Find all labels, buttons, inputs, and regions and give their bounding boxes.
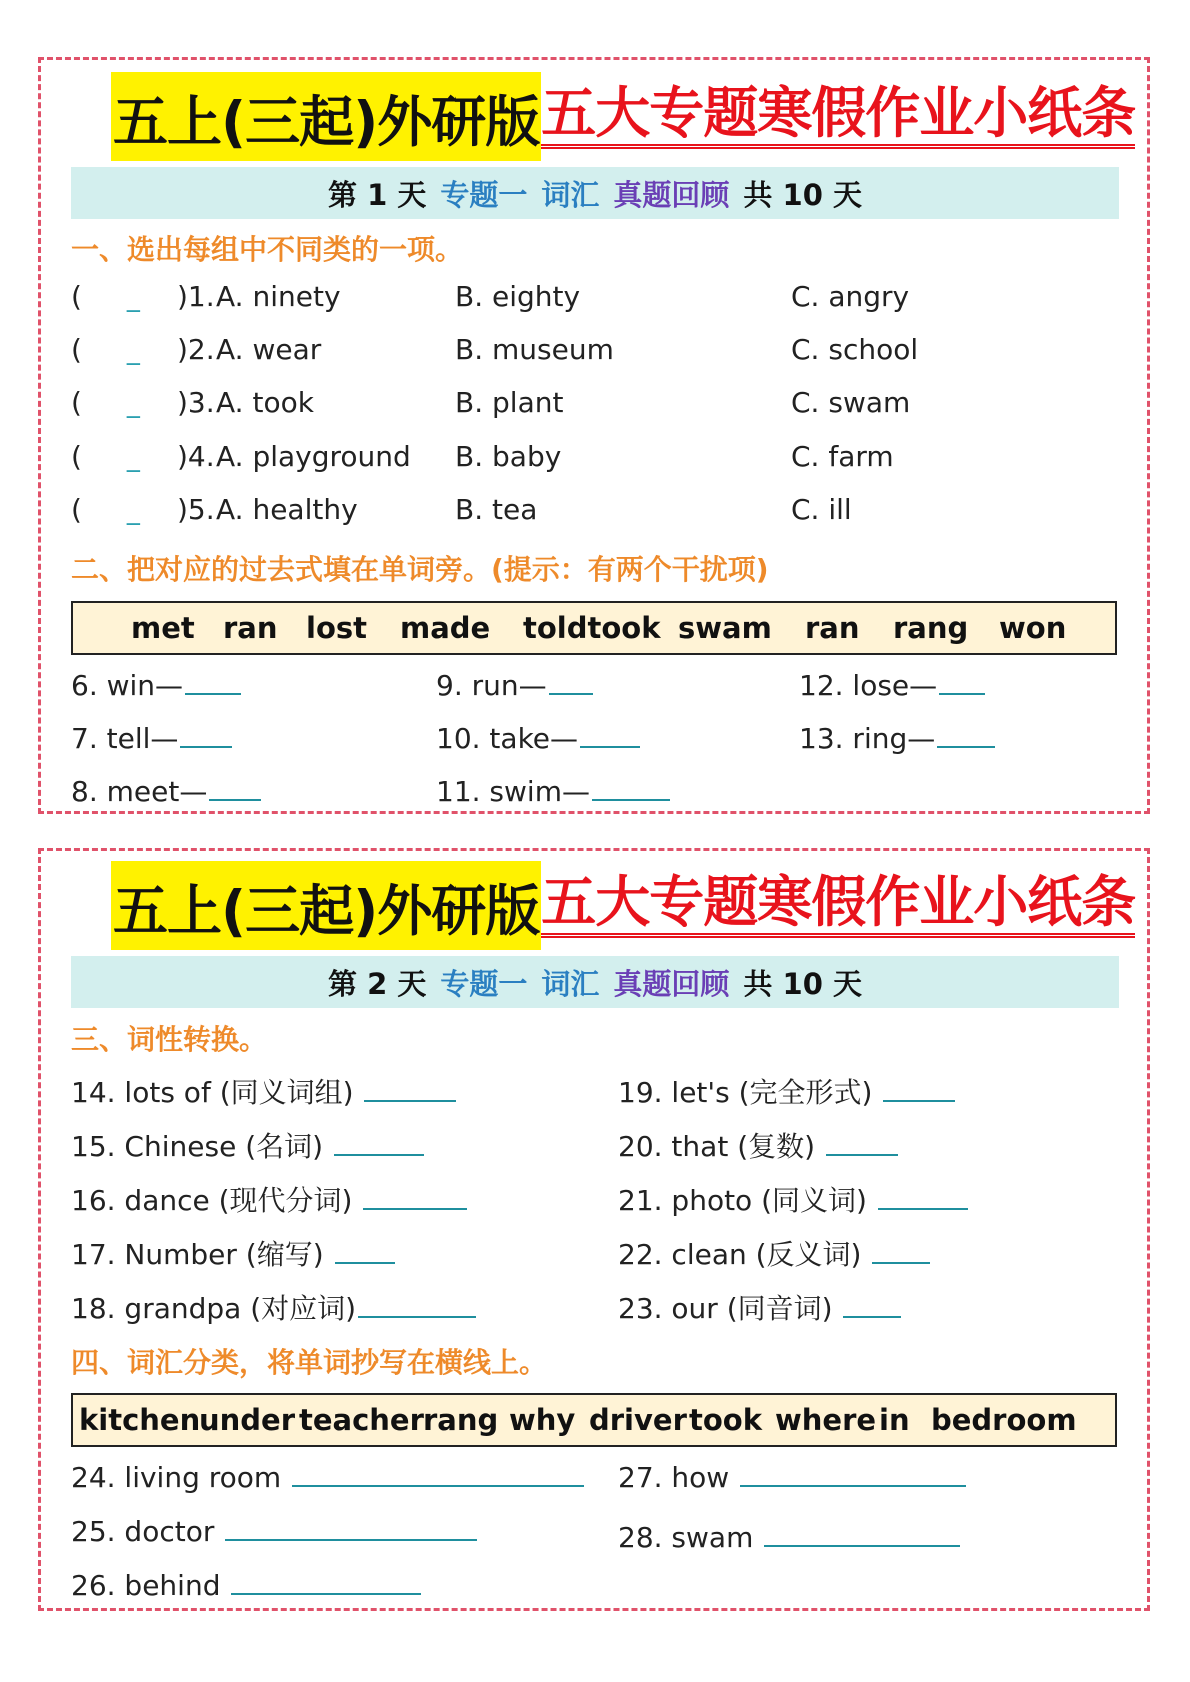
answer-blank[interactable] [826,1126,898,1156]
word-bank-item: swam [678,611,772,645]
fill-item-label: 24. living room [71,1461,282,1494]
fill-item-label: 13. ring— [799,722,936,755]
option-c: C. ill [791,493,852,526]
answer-blank[interactable] [292,1457,584,1487]
answer-blank[interactable] [363,1180,467,1210]
question-number: )5. [177,493,215,526]
word-bank-item: bedroom [931,1403,1077,1437]
fill-item [71,1125,424,1165]
topic-label: 专题一 [440,177,528,212]
fill-item-label: 10. take— [436,722,579,755]
fill-item [618,1287,901,1327]
word-bank-item: under [199,1403,296,1437]
section3-heading: 三、词性转换。 [71,1023,268,1056]
day-band [71,956,1119,1008]
fill-item-label: 28. swam [618,1521,754,1554]
worksheet-title [111,72,1135,160]
word-bank-item: lost [306,611,367,645]
fill-item-label: 27. how [618,1461,730,1494]
answer-blank[interactable] [185,665,241,695]
fill-item [618,1071,955,1111]
option-b: B. tea [455,493,538,526]
fill-item-label: 20. that (复数) [618,1130,816,1163]
answer-blank[interactable] [740,1457,966,1487]
answer-blank[interactable] [872,1234,930,1264]
answer-blank[interactable] [180,718,232,748]
answer-paren: ( _ [71,386,140,419]
fill-item [71,1565,421,1602]
worksheet-card-day2 [38,848,1150,1611]
fill-item-label: 12. lose— [799,669,938,702]
fill-item-label: 22. clean (反义词) [618,1238,862,1271]
fill-item-label: 6. win— [71,669,184,702]
worksheet-title [111,861,1135,949]
fill-item [618,1179,968,1219]
fill-item-label: 23. our (同音词) [618,1292,833,1325]
word-bank-item: driver [589,1403,687,1437]
fill-item [799,665,985,702]
fill-item-label: 15. Chinese (名词) [71,1130,324,1163]
fill-item [799,718,995,755]
word-bank-item: ran [805,611,860,645]
fill-item-label: 26. behind [71,1569,221,1602]
fill-item-label: 17. Number (缩写) [71,1238,324,1271]
review-label: 真题回顾 [613,966,730,1001]
answer-blank[interactable] [549,665,593,695]
answer-blank[interactable] [364,1072,456,1102]
option-a: A. healthy [216,493,358,526]
answer-paren: ( _ [71,440,140,473]
fill-item [71,1233,395,1273]
review-label: 真题回顾 [613,177,730,212]
fill-item-label: 7. tell— [71,722,179,755]
answer-blank[interactable] [334,1126,424,1156]
answer-blank[interactable] [358,1288,476,1318]
question-number: )1. [177,280,215,313]
fill-item-label: 19. let's (完全形式) [618,1076,873,1109]
topic-sub: 词汇 [541,966,600,1001]
question-number: )2. [177,333,215,366]
answer-blank[interactable] [580,718,640,748]
option-a: A. wear [216,333,322,366]
word-bank-item: made [400,611,491,645]
option-b: B. baby [455,440,562,473]
fill-item-label: 25. doctor [71,1515,215,1548]
answer-blank[interactable] [209,771,261,801]
topic-label: 专题一 [440,966,528,1001]
fill-item-label: 16. dance (现代分词) [71,1184,353,1217]
word-bank-item: why [509,1403,576,1437]
answer-paren: ( _ [71,493,140,526]
fill-item [71,1179,467,1219]
option-c: C. farm [791,440,894,473]
answer-blank[interactable] [592,771,670,801]
fill-item [71,1457,584,1494]
answer-blank[interactable] [937,718,995,748]
fill-item [436,665,593,702]
worksheet-card-day1 [38,57,1150,814]
answer-blank[interactable] [231,1565,421,1595]
day-number: 第 1 天 [328,177,427,212]
fill-item [436,718,640,755]
answer-blank[interactable] [939,665,985,695]
word-bank-item: took [689,1403,762,1437]
fill-item [71,1287,476,1327]
word-bank-item: ran [223,611,278,645]
day-number: 第 2 天 [328,966,427,1001]
fill-item [618,1125,898,1165]
section2-heading: 二、把对应的过去式填在单词旁。(提示：有两个干扰项) [71,553,769,586]
fill-item [71,718,232,755]
option-c: C. school [791,333,919,366]
answer-blank[interactable] [335,1234,395,1264]
answer-paren: ( _ [71,333,140,366]
word-bank-item: rang [893,611,969,645]
option-a: A. ninety [216,280,341,313]
fill-item-label: 14. lots of (同义词组) [71,1076,354,1109]
fill-item-label: 18. grandpa (对应词) [71,1292,357,1325]
fill-item [71,771,261,808]
topic-sub: 词汇 [541,177,600,212]
answer-blank[interactable] [878,1180,968,1210]
title-right: 五大专题寒假作业小纸条 [541,83,1135,149]
option-b: B. eighty [455,280,581,313]
title-right: 五大专题寒假作业小纸条 [541,872,1135,938]
fill-item-label: 21. photo (同义词) [618,1184,867,1217]
word-bank [71,1393,1117,1447]
option-b: B. museum [455,333,614,366]
answer-blank[interactable] [883,1072,955,1102]
word-bank-item: where [775,1403,877,1437]
word-bank-item: rang [423,1403,499,1437]
answer-blank[interactable] [225,1511,477,1541]
word-bank-item: kitchen [79,1403,201,1437]
day-band [71,167,1119,219]
total-days: 共 10 天 [743,966,862,1001]
total-days: 共 10 天 [743,177,862,212]
title-left: 五上(三起)外研版 [111,861,541,950]
option-c: C. swam [791,386,911,419]
fill-item [71,1071,456,1111]
answer-paren: ( _ [71,280,140,313]
option-b: B. plant [455,386,564,419]
word-bank-item: won [999,611,1067,645]
fill-item [71,1511,477,1548]
fill-item [618,1233,930,1273]
fill-item [436,771,670,808]
fill-item [618,1457,966,1494]
title-left: 五上(三起)外研版 [111,72,541,161]
word-bank-item: in [879,1403,910,1437]
fill-item [71,665,241,702]
fill-item-label: 9. run— [436,669,547,702]
word-bank-item: toldtook [523,611,661,645]
option-a: A. playground [216,440,411,473]
fill-item [618,1517,960,1554]
fill-item-label: 8. meet— [71,775,208,808]
fill-item-label: 11. swim— [436,775,590,808]
question-number: )4. [177,440,215,473]
option-c: C. angry [791,280,910,313]
answer-blank[interactable] [764,1517,960,1547]
word-bank-item: teacher [299,1403,424,1437]
answer-blank[interactable] [843,1288,901,1318]
section1-heading: 一、选出每组中不同类的一项。 [71,233,464,266]
word-bank [71,601,1117,655]
option-a: A. took [216,386,314,419]
section4-heading: 四、词汇分类，将单词抄写在横线上。 [71,1346,548,1379]
word-bank-item: met [131,611,195,645]
question-number: )3. [177,386,215,419]
